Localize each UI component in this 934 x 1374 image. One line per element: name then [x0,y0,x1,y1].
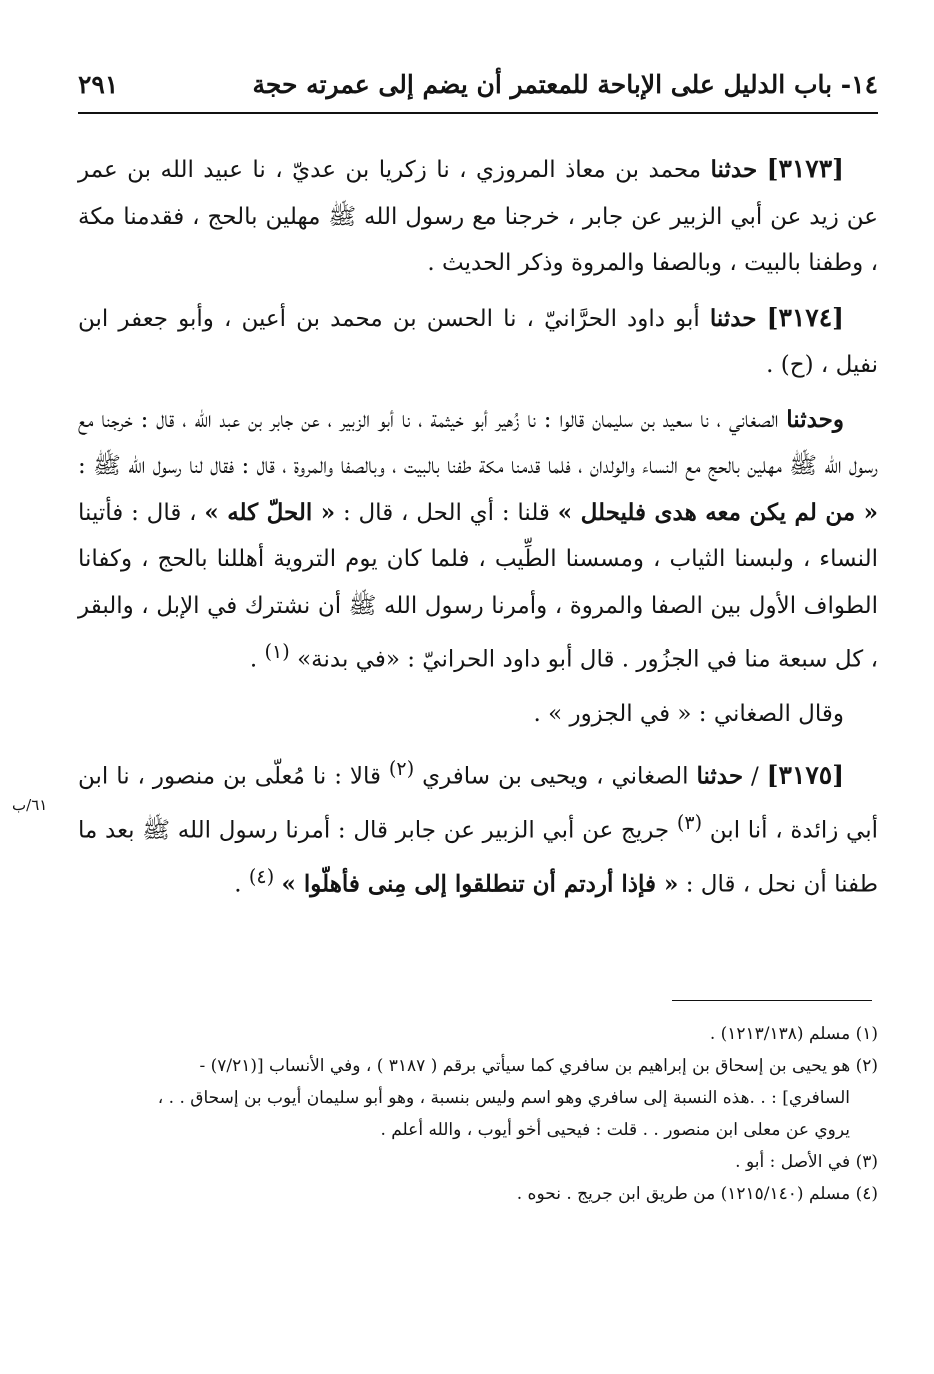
hadith-lead: حدثنا [710,156,758,183]
folio-slash: / [751,763,759,790]
footnote-text-continued: يروي عن معلى ابن منصور . . قلت : فيحيى أخو أيوب ، والله أعلم . [380,1120,850,1140]
hadith-text: قالا : نا مُعلّى بن منصور ، نا ابن أبي زائدة ، أنا ابن [78,763,879,844]
footnote-text-continued: السافري] : . .هذه النسبة إلى سافري وهو اسم وليس بنسبة ، وهو أبو سليمان أيوب بن إسحاق . . ، [157,1088,850,1108]
hadith-number: [٣١٧٣] [766,154,845,183]
chapter-title: ١٤- باب الدليل على الإباحة للمعتمر أن يضم إلى عمرته حجة [252,69,878,99]
manuscript-folio-note: ٦١/ب [12,796,48,814]
hadith-lead: حدثنا [709,304,757,332]
footnote-number: (٣) [855,1152,878,1172]
footnote-ref[interactable]: (٢) [388,756,415,780]
prophetic-quote: « من لم يكن معه هدى فليحلل » [557,498,879,526]
page-header [78,56,878,114]
sentence-end: . [234,871,242,898]
footnote-text: في الأصل : أبو . [735,1152,851,1172]
hadith-text: قلنا : أي الحل ، قال : [342,499,550,526]
footnote-number: (١) [855,1024,878,1044]
footnote-text: هو يحيى بن إسحاق بن إبراهيم بن سافري كما سيأتي برقم ( ٣١٨٧ ) ، وفي الأنساب [(٧/٢١) - [199,1056,851,1076]
sentence-end: . [249,646,258,673]
footnotes [78,1018,878,1210]
prophetic-quote: « فإذا أردتم أن تنطلقوا إلى مِنى فأهلّوا » [281,870,679,898]
hadith-3174 [78,295,878,389]
hadith-lead: وحدثنا [786,405,844,433]
hadith-text: الصغاني ، ويحيى بن سافري [422,763,689,790]
footnote-number: (٢) [855,1056,878,1076]
footnote-text: مسلم (١٢١٥/١٤٠) من طريق ابن جريج . نحوه . [516,1184,851,1204]
hadith-text: محمد بن معاذ المروزي ، نا زكريا بن عديّ ، نا عبيد الله بن عمر عن زيد عن أبي الزبير عن جابر ، خرجنا مع رسول الله ﷺ مهلين بالحج ، فقدمنا مكة ، وطفنا بالبيت ، وبالصفا والمروة وذكر الحديث . [78,157,878,276]
footnote-ref[interactable]: (١) [264,640,290,663]
hadith-3175 [78,746,878,908]
footnote-text: مسلم (١٢١٣/١٣٨) . [709,1024,851,1044]
hadith-lead: حدثنا [696,762,744,790]
saghani-note: وقال الصغاني : « في الجزور » . [533,701,844,728]
footnote-number: (٤) [855,1184,878,1204]
hadith-3174-continued [78,397,878,684]
hadith-text: أبو داود الحرَّانيّ ، نا الحسن بن محمد بن أعين ، وأبو جعفر ابن نفيل ، (ح) . [78,305,878,378]
footnote-ref[interactable]: (٤) [248,864,275,888]
hadith-text: ، قال : فأتينا النساء ، ولبسنا الثياب ، ومسسنا الطِّيب ، فلما كان يوم التروية أهللنا بالحج ، وكفانا الطواف الأول بين الصفا والمروة ، وأمرنا رسول الله ﷺ أن نشترك في الإبل ، والبقر ، كل سبعة منا في الجزُور . قال أبو داود الحرانيّ : «في بدنة» [78,499,878,673]
footnote-1 [78,1018,878,1050]
hadith-3173 [78,146,878,287]
footnote-ref[interactable]: (٣) [676,810,703,834]
hadith-text: جريج عن أبي الزبير عن جابر قال : أمرنا رسول الله ﷺ بعد ما طفنا أن نحل ، قال : [78,817,878,898]
footnote-2 [78,1050,878,1146]
footnote-3 [78,1146,878,1178]
hadith-number: [٣١٧٤] [766,302,845,332]
footnote-separator [672,1000,872,1001]
prophetic-quote: « الحلّ كله » [204,498,336,526]
footnote-4 [78,1178,878,1210]
page-number: ٢٩١ [78,69,119,99]
hadith-text: الصغاني ، نا سعيد بن سليمان قالوا : نا زُهير أبو خيثمة ، نا أبو الزبير ، عن جابر بن عبد الله ، قال : خرجنا مع رسول الله ﷺ مهلين بالحج مع النساء والولدان ، فلما قدمنا مكة طفنا بالبيت ، وبالصفا والمروة ، قال : فقال لنا رسول الله ﷺ : [78,406,878,479]
hadith-number: [٣١٧٥] [766,760,845,790]
main-text [78,146,878,916]
